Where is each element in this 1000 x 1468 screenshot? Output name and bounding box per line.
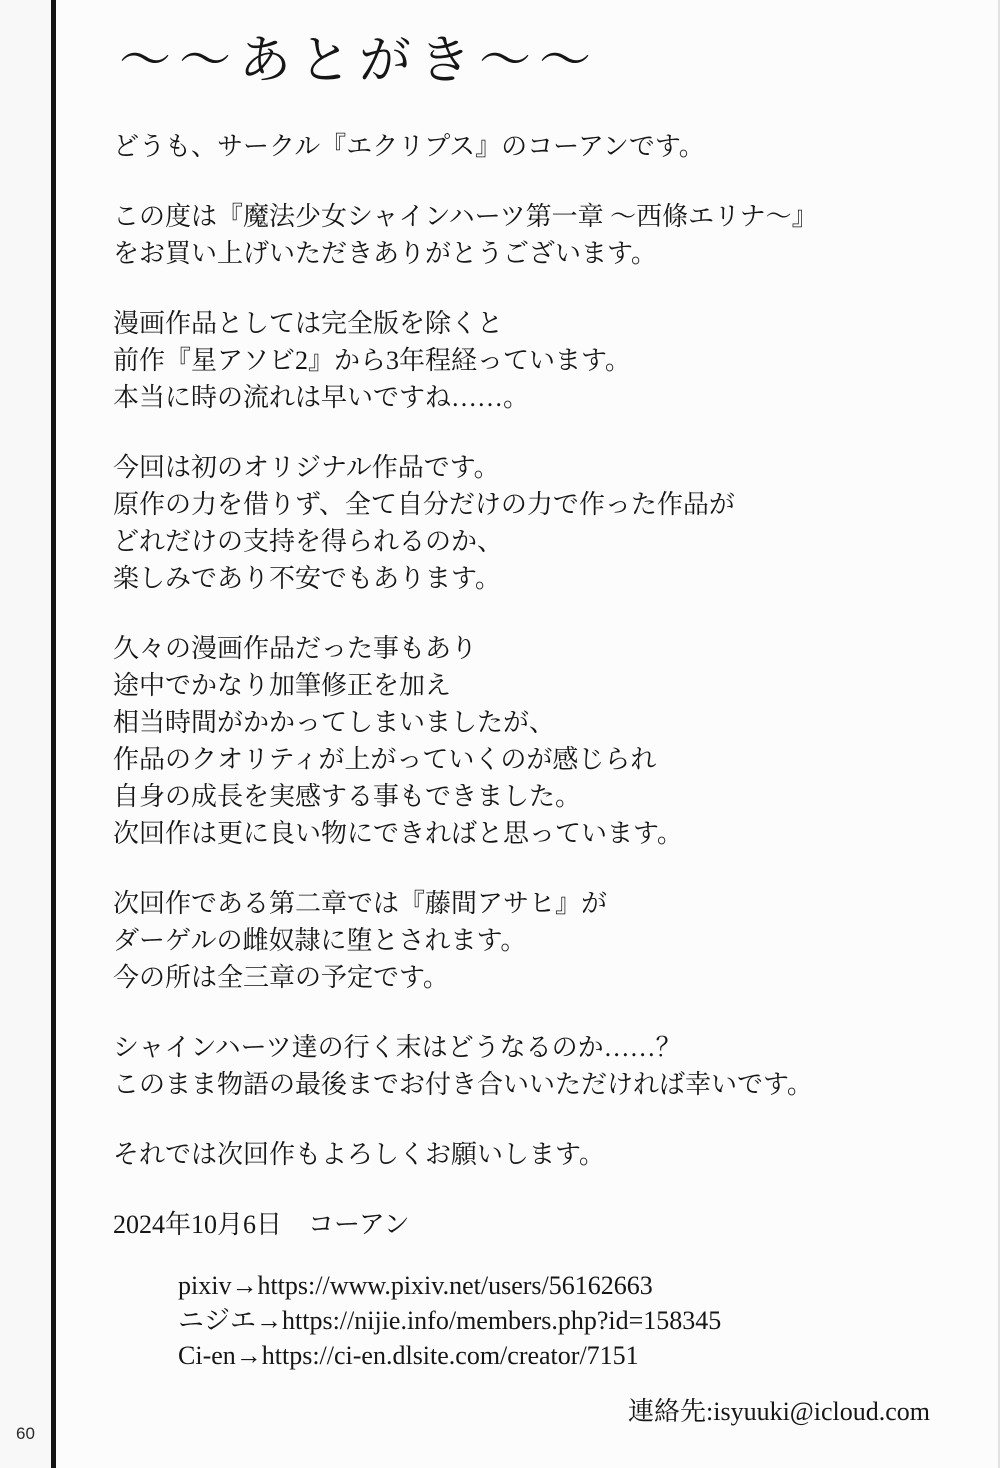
text-line: 久々の漫画作品だった事もあり <box>113 634 478 663</box>
link-line-nijie <box>178 1303 960 1338</box>
paragraph-greeting <box>113 128 960 165</box>
date-signature-line: 2024年10月6日 コーアン <box>113 1210 410 1239</box>
text-line: 楽しみであり不安でもあります。 <box>113 564 501 593</box>
text-line: 作品のクオリティが上がっていくのが感じられ <box>113 745 657 774</box>
text-line: 自身の成長を実感する事もできました。 <box>113 782 582 811</box>
paragraph-previous-work <box>113 305 960 416</box>
paragraph-original-work <box>113 449 960 597</box>
paragraph-closing <box>113 1136 960 1173</box>
text-line: 今の所は全三章の予定です。 <box>113 963 449 992</box>
text-line: どうも、サークル『エクリプス』のコーアンです。 <box>113 132 705 161</box>
text-line: それでは次回作もよろしくお願いします。 <box>113 1140 605 1169</box>
text-line: 前作『星アソビ2』から3年程経っています。 <box>113 346 631 375</box>
paragraph-story-future <box>113 1029 960 1103</box>
paragraph-thanks <box>113 198 960 272</box>
text-line: 今回は初のオリジナル作品です。 <box>113 453 500 482</box>
text-line: 本当に時の流れは早いですね……。 <box>113 383 530 412</box>
arrow-right-icon: → <box>256 1306 283 1335</box>
paragraph-production <box>113 630 960 852</box>
text-line: この度は『魔法少女シャインハーツ第一章 〜西條エリナ〜』 <box>113 202 818 231</box>
text-line: 原作の力を借りず、全て自分だけの力で作った作品が <box>113 490 735 519</box>
link-url: https://nijie.info/members.php?id=158345 <box>282 1306 722 1335</box>
link-line-pixiv <box>178 1268 960 1303</box>
page-content <box>56 0 1000 1468</box>
link-url: https://www.pixiv.net/users/56162663 <box>257 1271 653 1300</box>
text-line: 次回作である第二章では『藤間アサヒ』が <box>113 889 608 918</box>
text-line: 漫画作品としては完全版を除くと <box>113 309 504 338</box>
arrow-right-icon: → <box>231 1271 258 1300</box>
text-line: をお買い上げいただきありがとうございます。 <box>113 239 657 268</box>
links-block <box>178 1268 960 1373</box>
paragraph-next-work <box>113 885 960 996</box>
link-label: ニジエ <box>178 1306 257 1335</box>
text-line: シャインハーツ達の行く末はどうなるのか……？ <box>113 1033 682 1062</box>
link-label: Ci-en <box>178 1341 236 1370</box>
contact-line: 連絡先:isyuuki@icloud.com <box>628 1397 930 1426</box>
text-line: どれだけの支持を得られるのか、 <box>113 527 504 556</box>
page-left-margin <box>0 0 51 1468</box>
text-line: 途中でかなり加筆修正を加え <box>113 671 452 700</box>
text-line: ダーゲルの雌奴隷に堕とされます。 <box>113 926 527 955</box>
text-line: 相当時間がかかってしまいましたが、 <box>113 708 556 737</box>
page-title: 〜〜あとがき〜〜 <box>119 33 600 90</box>
text-line: 次回作は更に良い物にできればと思っています。 <box>113 819 683 848</box>
link-label: pixiv <box>178 1271 232 1300</box>
page-number: 60 <box>16 1424 35 1443</box>
arrow-right-icon: → <box>235 1341 262 1370</box>
link-url: https://ci-en.dlsite.com/creator/7151 <box>261 1341 639 1370</box>
text-line: このまま物語の最後までお付き合いいただければ幸いです。 <box>113 1070 813 1099</box>
link-line-cien <box>178 1338 960 1373</box>
